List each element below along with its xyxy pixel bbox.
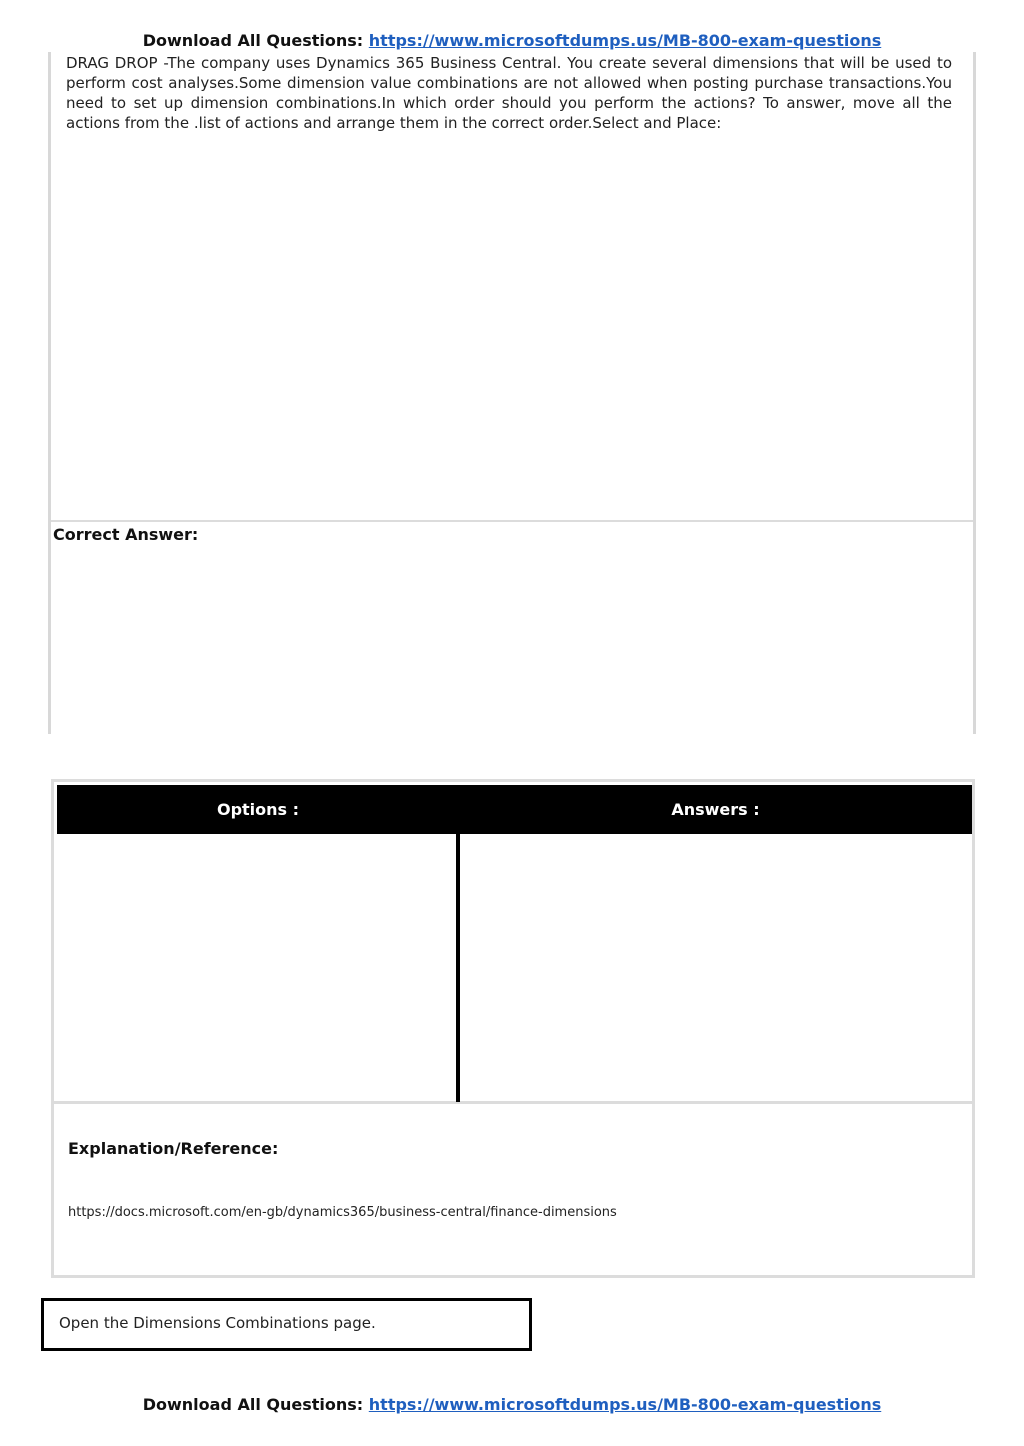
question-frame [48,52,976,734]
download-banner-bottom [0,1395,1024,1414]
download-label: Download All Questions: [142,1395,364,1414]
download-label: Download All Questions: [142,31,364,50]
options-column-header: Options : [216,800,300,819]
download-link[interactable]: https://www.microsoftdumps.us/MB-800-exam-questions [368,1395,882,1414]
download-link[interactable]: https://www.microsoftdumps.us/MB-800-exam-questions [368,31,882,50]
drag-item-open-dimension-combinations[interactable]: Open the Dimensions Combinations page. [41,1298,532,1351]
explanation-box [51,1101,975,1278]
explanation-reference-link[interactable]: https://docs.microsoft.com/en-gb/dynamics365/business-central/finance-dimensions [68,1205,617,1220]
answers-column-header: Answers : [671,800,760,819]
section-divider [51,520,973,522]
explanation-title: Explanation/Reference: [68,1139,279,1158]
correct-answer-label: Correct Answer: [53,525,199,544]
answer-table [51,779,975,1104]
column-divider [456,834,460,1102]
download-banner-top [0,31,1024,50]
question-text: DRAG DROP -The company uses Dynamics 365 Business Central. You create several dimensions that will be used to perform cost analyses.Some dimension value combinations are not allowed when posting purchase transactions.You need to set up dimension combinations.In which order should you perform the actions? To answer, move all the actions from the .list of actions and arrange them in the correct order.Select and Place: [66,54,952,132]
answer-table-header [57,785,972,834]
